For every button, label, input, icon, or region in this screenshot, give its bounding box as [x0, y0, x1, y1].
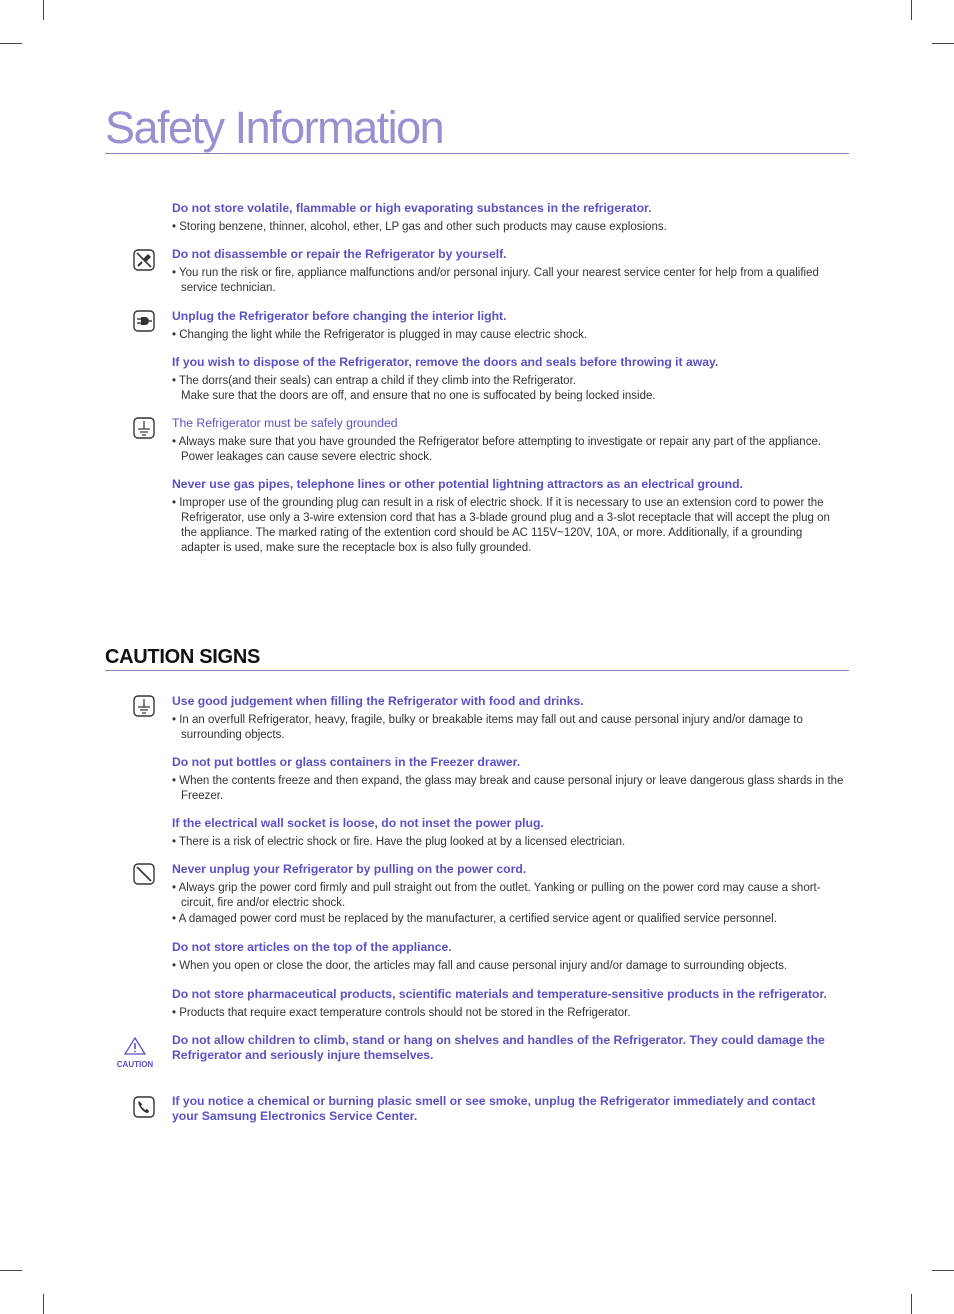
caution-heading: Never unplug your Refrigerator by pulling on the power cord. [172, 862, 527, 876]
caution-item [172, 816, 844, 850]
caution-label: CAUTION [116, 1060, 154, 1069]
warning-item [172, 416, 844, 465]
caution-bullet: • Always grip the power cord firmly and pull straight out from the outlet. Yanking or pulling on the power cord may cause a short-circuit, fire and/or electric shock. [172, 882, 821, 909]
title-rule [105, 153, 849, 154]
caution-item [172, 987, 844, 1021]
warning-heading: Never use gas pipes, telephone lines or other potential lightning attractors as an electrical ground. [172, 477, 743, 491]
caution-triangle-icon [112, 1037, 158, 1069]
warning-item [172, 247, 844, 296]
caution-bullet: • When you open or close the door, the articles may fall and cause personal injury and/or damage to surrounding objects. [172, 960, 788, 972]
warning-bullet: • Improper use of the grounding plug can result in a risk of electric shock. If it is necessary to use an extension cord to power the Refrigerator, use only a 3-wire extension cord that has a 3-blade ground plug and a 3-slot receptacle that will accept the plug on the appliance. The marked rating of the extention cord should be AC 115V~120V, 10A, or more. Additionally, if a grounding adapter is used, make sure the receptacle box is also fully grounded. [172, 497, 830, 554]
caution-item [172, 694, 844, 743]
warning-heading: If you wish to dispose of the Refrigerator, remove the doors and seals before throwing it away. [172, 355, 719, 369]
caution-heading: Do not allow children to climb, stand or hang on shelves and handles of the Refrigerator. They could damage the Refrigerator and seriously injure themselves. [172, 1033, 825, 1062]
warning-item [172, 355, 844, 404]
warning-bullet: • The dorrs(and their seals) can entrap a child if they climb into the Refrigerator. Make sure that the doors are off, and ensure that no one is suffocated by being locked inside. [172, 375, 656, 402]
caution-item [172, 1033, 844, 1063]
caution-heading: Do not store articles on the top of the appliance. [172, 940, 452, 954]
warning-item [172, 309, 844, 343]
crop-mark [0, 1270, 22, 1271]
phone-icon [133, 1096, 155, 1118]
warning-item [172, 477, 844, 556]
page-title: Safety Information [105, 102, 444, 153]
caution-bullet: • Products that require exact temperature controls should not be stored in the Refrigerator. [172, 1007, 631, 1019]
ground-icon [133, 695, 155, 717]
warning-bullet: • Changing the light while the Refrigerator is plugged in may cause electric shock. [172, 329, 588, 341]
caution-item [172, 862, 844, 927]
warning-heading: Do not disassemble or repair the Refrigerator by yourself. [172, 247, 507, 261]
crop-mark [0, 43, 22, 44]
caution-item [172, 940, 844, 974]
caution-heading: If you notice a chemical or burning plasic smell or see smoke, unplug the Refrigerator immediately and contact your Samsung Electronics Service Center. [172, 1094, 816, 1123]
warning-heading: Unplug the Refrigerator before changing the interior light. [172, 309, 507, 323]
caution-heading: Do not put bottles or glass containers in the Freezer drawer. [172, 755, 521, 769]
caution-bullet: • There is a risk of electric shock or fire. Have the plug looked at by a licensed electrician. [172, 836, 626, 848]
caution-bullet: • In an overfull Refrigerator, heavy, fragile, bulky or breakable items may fall out and cause personal injury and/or damage to surrounding objects. [172, 714, 803, 741]
no-disassembly-icon [133, 249, 155, 271]
caution-heading: If the electrical wall socket is loose, do not inset the power plug. [172, 816, 544, 830]
caution-bullet: • When the contents freeze and then expand, the glass may break and cause personal injury or leave dangerous glass shards in the Freezer. [172, 775, 844, 802]
ground-icon [133, 417, 155, 439]
warning-bullet: • Storing benzene, thinner, alcohol, ether, LP gas and other such products may cause explosions. [172, 221, 667, 233]
caution-item [172, 755, 844, 804]
prohibited-icon [133, 863, 155, 885]
crop-mark [43, 0, 44, 20]
crop-mark [911, 0, 912, 20]
warning-heading: Do not store volatile, flammable or high evaporating substances in the refrigerator. [172, 201, 652, 215]
warning-item [172, 201, 844, 235]
crop-mark [932, 43, 954, 44]
caution-item [172, 1094, 844, 1124]
crop-mark [911, 1294, 912, 1314]
section-rule [105, 670, 849, 671]
section-heading: CAUTION SIGNS [105, 646, 260, 668]
warning-bullet: • You run the risk or fire, appliance malfunctions and/or personal injury. Call your nearest service center for help from a qualified service technician. [172, 267, 819, 294]
caution-heading: Do not store pharmaceutical products, scientific materials and temperature-sensitive products in the refrigerator. [172, 987, 827, 1001]
caution-heading: Use good judgement when filling the Refrigerator with food and drinks. [172, 694, 584, 708]
unplug-icon [133, 310, 155, 332]
warning-heading: The Refrigerator must be safely grounded [172, 416, 398, 430]
caution-bullet: • A damaged power cord must be replaced by the manufacturer, a certified service agent or qualified service personnel. [172, 913, 777, 925]
crop-mark [932, 1270, 954, 1271]
warning-bullet-wrap [172, 374, 844, 404]
crop-mark [43, 1294, 44, 1314]
warning-bullet: • Always make sure that you have grounded the Refrigerator before attempting to investigate or repair any part of the appliance. Power leakages can cause severe electric shock. [172, 436, 822, 463]
